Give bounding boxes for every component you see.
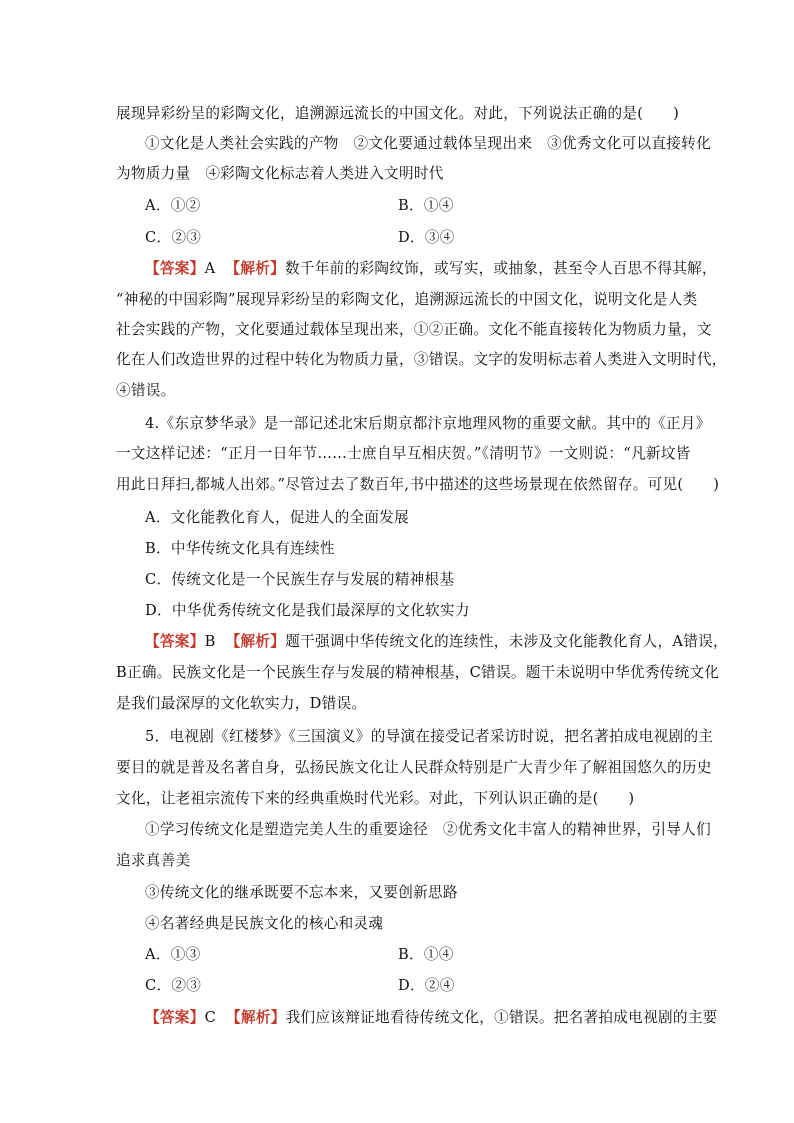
q4-stem-line1: 4.《东京梦华录》是一部记述北宋后期京都汴京地理风物的重要文献。其中的《正月》: [145, 415, 711, 432]
q4-analysis-line3: 是我们最深厚的文化软实力，D错误。: [116, 695, 367, 712]
q3-option-c: C．②③: [145, 229, 202, 246]
analysis-tag: 【解析】: [225, 260, 285, 277]
q4-option-c: C．传统文化是一个民族生存与发展的精神根基: [145, 571, 455, 588]
q4-stem-line2: 一文这样记述：“正月一日年节……士庶自早互相庆贺。”《清明节》一文则说：“凡新坟皆: [116, 445, 691, 462]
q5-stem-line2: 要目的就是普及名著自身，弘扬民族文化让人民群众特别是广大青少年了解祖国悠久的历史: [116, 759, 712, 776]
q3-option-b: B．①④: [398, 197, 454, 214]
q4-option-a: A．文化能教化育人，促进人的全面发展: [145, 509, 410, 526]
q4-option-d: D．中华优秀传统文化是我们最深厚的文化软实力: [145, 602, 470, 619]
q4-stem-line3: 用此日拜扫,都城人出郊。”尽管过去了数百年,书中描述的这些场景现在依然留存。可见( ): [116, 476, 720, 493]
q3-answer-line: [145, 259, 717, 279]
q5-stem-line3: 文化，让老祖宗流传下来的经典重焕时代光彩。对此，下列认识正确的是( ): [116, 790, 635, 807]
analysis-text: 数千年前的彩陶纹饰，或写实，或抽象，甚至令人百思不得其解，: [285, 260, 717, 277]
q3-statements-line2: 为物质力量 ④彩陶文化标志着人类进入文明时代: [116, 165, 444, 182]
answer-tag: 【答案】: [145, 260, 205, 277]
q5-stem-line1: 5．电视剧《红楼梦》《三国演义》的导演在接受记者采访时说，把名著拍成电视剧的主: [145, 728, 714, 745]
analysis-text: 我们应该辩证地看待传统文化，①错误。把名著拍成电视剧的主要: [285, 1009, 718, 1026]
q3-stem-tail: 展现异彩纷呈的彩陶文化，追溯源远流长的中国文化。对此，下列说法正确的是( ): [116, 105, 680, 122]
q3-statements-line1: ①文化是人类社会实践的产物 ②文化要通过载体呈现出来 ③优秀文化可以直接转化: [145, 135, 711, 152]
analysis-text: 题干强调中华传统文化的连续性，未涉及文化能教化育人，A错误，: [285, 633, 728, 650]
q3-analysis-line3: 社会实践的产物，文化要通过载体呈现出来，①②正确。文化不能直接转化为物质力量，文: [116, 321, 712, 338]
q5-option-a: A．①③: [145, 946, 201, 963]
answer-tag: 【答案】: [145, 1009, 205, 1026]
q3-analysis-line5: ④错误。: [116, 382, 176, 399]
q5-option-b: B．①④: [398, 946, 454, 963]
q3-option-d: D．③④: [398, 229, 455, 246]
answer-value: A: [204, 260, 216, 277]
q5-statement3: ③传统文化的继承既要不忘本来，又要创新思路: [145, 884, 458, 901]
analysis-tag: 【解析】: [225, 633, 286, 650]
q5-option-c: C．②③: [145, 977, 202, 994]
q5-statement1-line1: ①学习传统文化是塑造完美人生的重要途径 ②优秀文化丰富人的精神世界，引导人们: [145, 821, 711, 838]
answer-value: C: [204, 1009, 217, 1026]
q5-option-d: D．②④: [398, 977, 455, 994]
answer-tag: 【答案】: [145, 633, 205, 650]
answer-value: B: [204, 633, 216, 650]
q4-answer-line: [145, 632, 728, 652]
analysis-tag: 【解析】: [226, 1009, 286, 1026]
q3-analysis-line2: “神秘的中国彩陶”展现异彩纷呈的彩陶文化，追溯源远流长的中国文化，说明文化是人类: [116, 291, 698, 308]
q5-statement1-line2: 追求真善美: [116, 852, 191, 869]
q5-answer-line: [145, 1008, 718, 1028]
q3-option-a: A．①②: [145, 197, 201, 214]
q4-option-b: B．中华传统文化具有连续性: [145, 540, 335, 557]
q5-statement4: ④名著经典是民族文化的核心和灵魂: [145, 915, 384, 932]
q4-analysis-line2: B正确。民族文化是一个民族生存与发展的精神根基，C错误。题干未说明中华优秀传统文化: [116, 664, 720, 681]
q3-analysis-line4: 化在人们改造世界的过程中转化为物质力量，③错误。文字的发明标志着人类进入文明时代，: [116, 351, 727, 368]
